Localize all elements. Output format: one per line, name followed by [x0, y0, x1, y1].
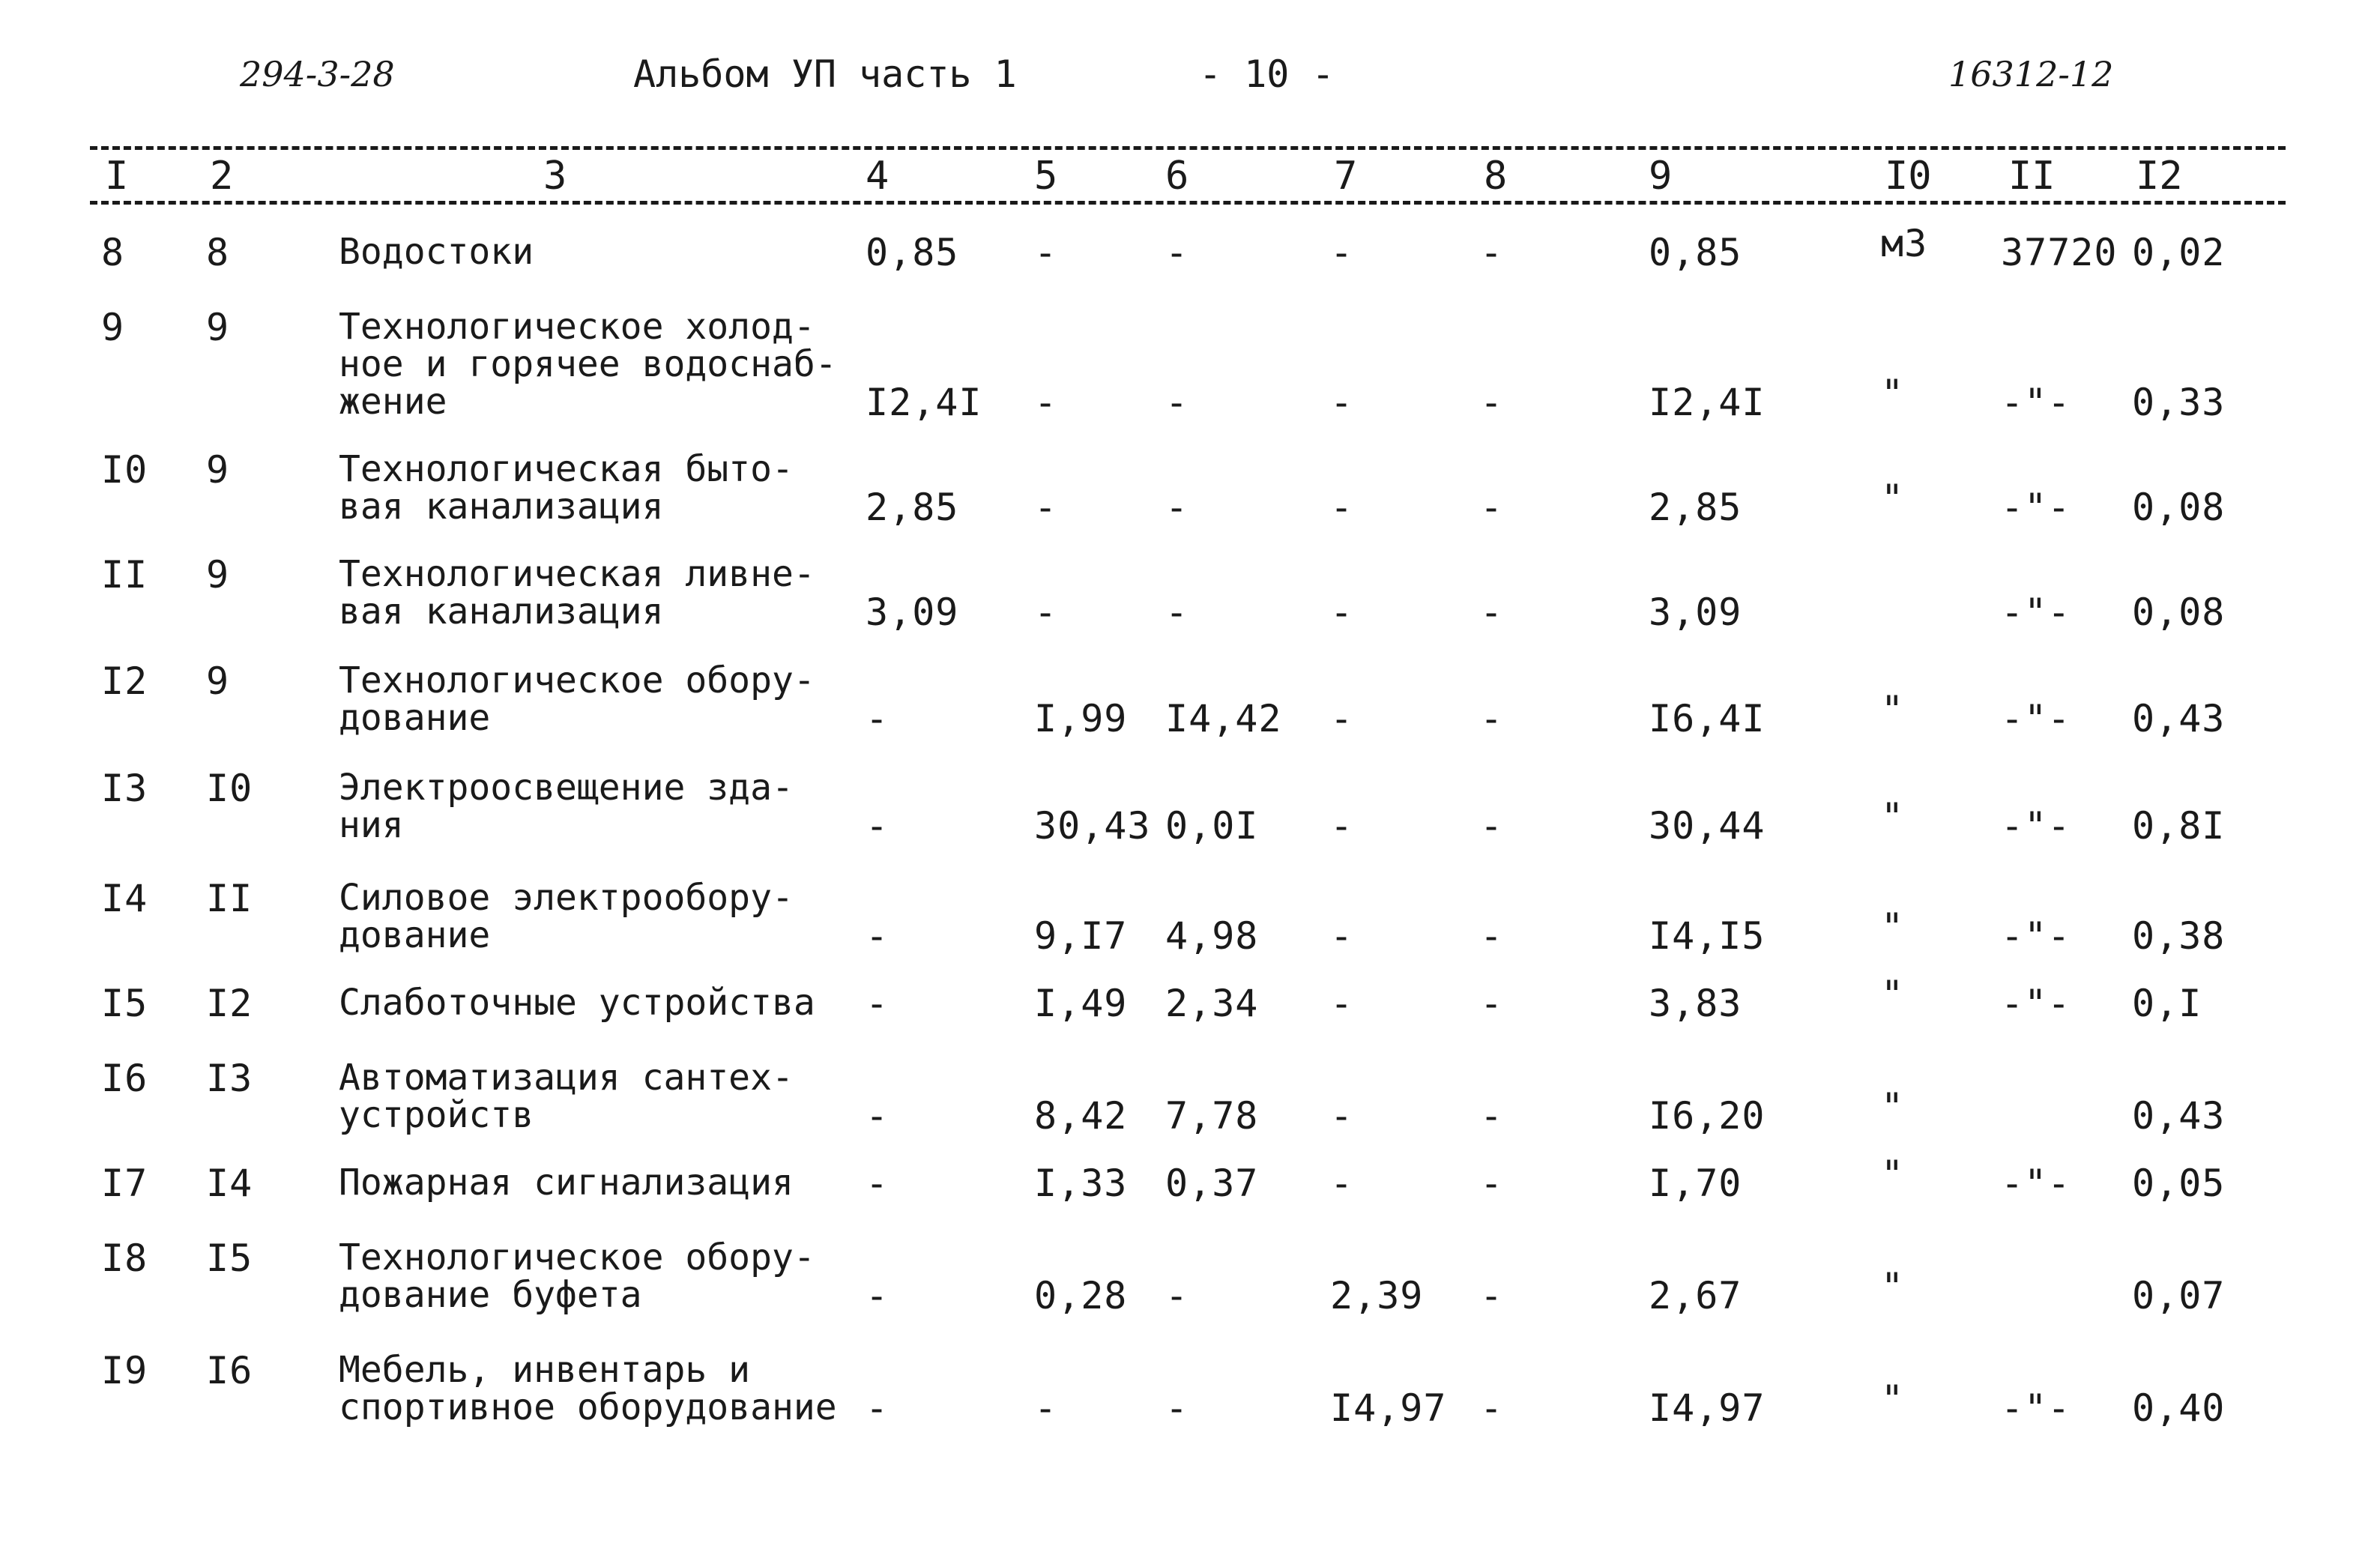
value-col-8: -: [1480, 1094, 1504, 1138]
value-col-11: -"-: [2001, 1386, 2071, 1430]
value-col-12: 0,08: [2132, 591, 2226, 634]
value-col-7: -: [1330, 381, 1354, 424]
value-col-4: -: [866, 804, 890, 848]
value-col-5: 0,28: [1034, 1274, 1128, 1317]
value-col-7: -: [1330, 804, 1354, 848]
value-col-10: ": [1881, 795, 1905, 839]
value-col-5: -: [1034, 591, 1058, 634]
document-code-handwritten: 294-3-28: [240, 54, 395, 94]
value-col-8: -: [1480, 697, 1504, 740]
column-number: 8: [1484, 154, 1508, 199]
section-ref: I4: [206, 1162, 253, 1205]
value-col-9: 2,85: [1649, 486, 1742, 529]
value-col-6: I4,42: [1165, 697, 1282, 740]
item-name: Силовое электрообору- дование: [339, 877, 794, 956]
value-col-9: I2,4I: [1649, 381, 1766, 424]
album-title: Альбом УП часть 1: [633, 52, 1017, 96]
row-number: I4: [101, 877, 148, 920]
section-ref: I5: [206, 1237, 253, 1280]
value-col-7: -: [1330, 486, 1354, 529]
section-ref: 8: [206, 231, 230, 274]
row-number: I7: [101, 1162, 148, 1205]
value-col-6: -: [1165, 1274, 1189, 1317]
value-col-5: 8,42: [1034, 1094, 1128, 1138]
value-col-11: -"-: [2001, 914, 2071, 958]
item-name: Технологическое холод- ное и горячее водоснаб- жение: [339, 306, 837, 423]
row-number: I6: [101, 1057, 148, 1100]
value-col-10: ": [1881, 1153, 1905, 1196]
section-ref: I3: [206, 1057, 253, 1100]
value-col-12: 0,8I: [2132, 804, 2226, 848]
value-col-7: -: [1330, 914, 1354, 958]
value-col-8: -: [1480, 1162, 1504, 1205]
table-top-rule: [90, 146, 2286, 150]
value-col-12: 0,33: [2132, 381, 2226, 424]
value-col-4: 2,85: [866, 486, 959, 529]
value-col-8: -: [1480, 381, 1504, 424]
value-col-9: 30,44: [1649, 804, 1766, 848]
value-col-7: -: [1330, 591, 1354, 634]
column-number: II: [2008, 154, 2056, 199]
value-col-12: 0,38: [2132, 914, 2226, 958]
value-col-4: -: [866, 1274, 890, 1317]
value-col-9: I6,4I: [1649, 697, 1766, 740]
item-name: Автоматизация сантех- устройств: [339, 1057, 794, 1136]
item-name: Технологическая быто- вая канализация: [339, 448, 794, 528]
value-col-7: I4,97: [1330, 1386, 1447, 1430]
row-number: I3: [101, 767, 148, 810]
value-col-4: -: [866, 1094, 890, 1138]
value-col-4: 3,09: [866, 591, 959, 634]
value-col-8: -: [1480, 591, 1504, 634]
value-col-11: -"-: [2001, 591, 2071, 634]
item-name: Водостоки: [339, 231, 534, 273]
value-col-6: 0,0I: [1165, 804, 1259, 848]
value-col-12: 0,43: [2132, 1094, 2226, 1138]
value-col-10: ": [1881, 477, 1905, 520]
value-col-12: 0,02: [2132, 231, 2226, 274]
value-col-8: -: [1480, 982, 1504, 1025]
row-number: I2: [101, 659, 148, 703]
column-number: 9: [1649, 154, 1673, 199]
value-col-7: 2,39: [1330, 1274, 1424, 1317]
row-number: I5: [101, 982, 148, 1025]
value-col-5: I,49: [1034, 982, 1128, 1025]
item-name: Технологическая ливне- вая канализация: [339, 553, 815, 632]
value-col-10: м3: [1881, 222, 1928, 265]
column-number: I: [105, 154, 129, 199]
value-col-11: 37720: [2001, 231, 2118, 274]
value-col-10: ": [1881, 372, 1905, 415]
value-col-9: 3,09: [1649, 591, 1742, 634]
value-col-7: -: [1330, 697, 1354, 740]
value-col-12: 0,08: [2132, 486, 2226, 529]
value-col-9: I4,I5: [1649, 914, 1766, 958]
value-col-7: -: [1330, 1162, 1354, 1205]
column-number: 3: [543, 154, 567, 199]
value-col-10: ": [1881, 1377, 1905, 1421]
column-number: 2: [210, 154, 234, 199]
value-col-12: 0,43: [2132, 697, 2226, 740]
value-col-11: -"-: [2001, 804, 2071, 848]
row-number: II: [101, 553, 148, 597]
item-name: Технологическое обору- дование: [339, 659, 815, 739]
value-col-5: -: [1034, 486, 1058, 529]
value-col-5: -: [1034, 1386, 1058, 1430]
value-col-6: -: [1165, 591, 1189, 634]
value-col-6: 0,37: [1165, 1162, 1259, 1205]
section-ref: II: [206, 877, 253, 920]
value-col-9: 2,67: [1649, 1274, 1742, 1317]
value-col-6: 2,34: [1165, 982, 1259, 1025]
row-number: I8: [101, 1237, 148, 1280]
value-col-12: 0,40: [2132, 1386, 2226, 1430]
section-ref: I0: [206, 767, 253, 810]
value-col-9: 3,83: [1649, 982, 1742, 1025]
column-number: 6: [1165, 154, 1189, 199]
value-col-9: I4,97: [1649, 1386, 1766, 1430]
value-col-9: I,70: [1649, 1162, 1742, 1205]
value-col-10: ": [1881, 905, 1905, 949]
value-col-8: -: [1480, 1274, 1504, 1317]
item-name: Мебель, инвентарь и спортивное оборудование: [339, 1349, 837, 1428]
value-col-9: 0,85: [1649, 231, 1742, 274]
value-col-6: 4,98: [1165, 914, 1259, 958]
value-col-6: -: [1165, 486, 1189, 529]
value-col-7: -: [1330, 982, 1354, 1025]
section-ref: I2: [206, 982, 253, 1025]
value-col-4: 0,85: [866, 231, 959, 274]
column-number: 7: [1334, 154, 1358, 199]
item-name: Электроосвещение зда- ния: [339, 767, 794, 846]
column-number: 4: [866, 154, 890, 199]
value-col-10: ": [1881, 1265, 1905, 1308]
value-col-12: 0,05: [2132, 1162, 2226, 1205]
item-name: Пожарная сигнализация: [339, 1162, 794, 1204]
value-col-8: -: [1480, 486, 1504, 529]
value-col-6: -: [1165, 231, 1189, 274]
row-number: I9: [101, 1349, 148, 1392]
value-col-4: I2,4I: [866, 381, 982, 424]
column-number: I0: [1885, 154, 1932, 199]
column-number: 5: [1034, 154, 1058, 199]
value-col-8: -: [1480, 914, 1504, 958]
row-number: 9: [101, 306, 125, 349]
value-col-9: I6,20: [1649, 1094, 1766, 1138]
value-col-4: -: [866, 1386, 890, 1430]
item-name: Слаботочные устройства: [339, 982, 815, 1024]
value-col-5: 30,43: [1034, 804, 1151, 848]
value-col-11: -"-: [2001, 982, 2071, 1025]
value-col-4: -: [866, 697, 890, 740]
value-col-12: 0,I: [2132, 982, 2202, 1025]
section-ref: 9: [206, 306, 230, 349]
value-col-5: I,33: [1034, 1162, 1128, 1205]
value-col-11: -"-: [2001, 486, 2071, 529]
value-col-11: -"-: [2001, 1162, 2071, 1205]
value-col-10: ": [1881, 1085, 1905, 1129]
value-col-5: -: [1034, 381, 1058, 424]
sheet-code-handwritten: 16312-12: [1948, 54, 2114, 94]
value-col-11: -"-: [2001, 381, 2071, 424]
item-name: Технологическое обору- дование буфета: [339, 1237, 815, 1316]
value-col-4: -: [866, 1162, 890, 1205]
row-number: I0: [101, 448, 148, 492]
value-col-11: -"-: [2001, 697, 2071, 740]
section-ref: 9: [206, 448, 230, 492]
column-number: I2: [2136, 154, 2183, 199]
section-ref: 9: [206, 553, 230, 597]
value-col-10: ": [1881, 973, 1905, 1016]
section-ref: 9: [206, 659, 230, 703]
value-col-7: -: [1330, 231, 1354, 274]
table-header-rule: [90, 201, 2286, 205]
value-col-12: 0,07: [2132, 1274, 2226, 1317]
value-col-6: -: [1165, 381, 1189, 424]
value-col-8: -: [1480, 1386, 1504, 1430]
value-col-10: ": [1881, 688, 1905, 731]
row-number: 8: [101, 231, 125, 274]
value-col-8: -: [1480, 231, 1504, 274]
page-number: - 10 -: [1199, 52, 1335, 96]
value-col-7: -: [1330, 1094, 1354, 1138]
value-col-5: I,99: [1034, 697, 1128, 740]
value-col-6: -: [1165, 1386, 1189, 1430]
value-col-4: -: [866, 914, 890, 958]
value-col-4: -: [866, 982, 890, 1025]
value-col-6: 7,78: [1165, 1094, 1259, 1138]
value-col-8: -: [1480, 804, 1504, 848]
section-ref: I6: [206, 1349, 253, 1392]
value-col-5: -: [1034, 231, 1058, 274]
value-col-5: 9,I7: [1034, 914, 1128, 958]
